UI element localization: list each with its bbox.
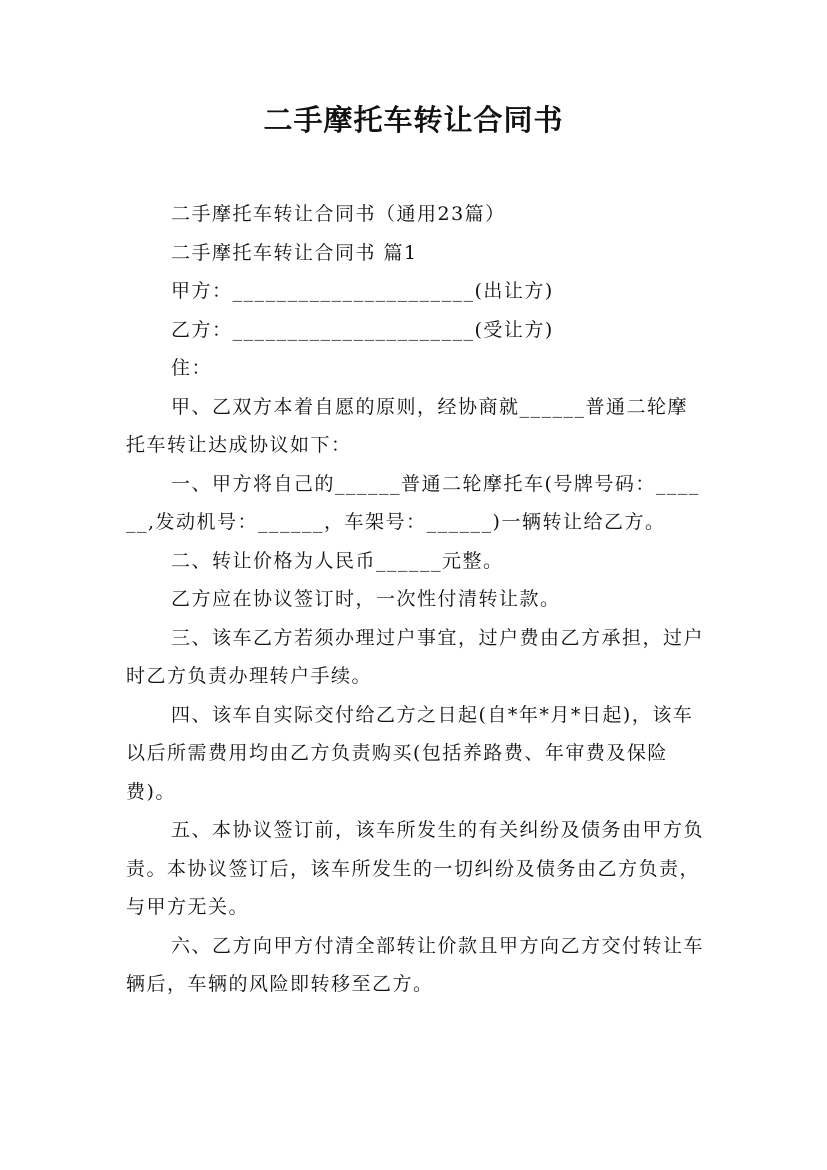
paragraph-party-b: 乙方：______________________(受让方) (171, 318, 554, 341)
document-body (126, 195, 706, 1004)
paragraph-clause-2: 二、转让价格为人民币______元整。 (171, 549, 504, 572)
paragraph-address: 住： (171, 357, 213, 379)
paragraph-clause-4: 四、该车自实际交付给乙方之日起(自*年*月*日起)，该车以后所需费用均由乙方负责购买(包括养路费、年审费及保险费)。 (126, 703, 694, 803)
paragraph-payment-note: 乙方应在协议签订时，一次性付清转让款。 (171, 588, 561, 610)
paragraph-section-heading: 二手摩托车转让合同书 篇1 (171, 241, 418, 264)
paragraph-intro: 甲、乙双方本着自愿的原则，经协商就______普通二轮摩托车转让达成协议如下： (126, 395, 689, 456)
paragraph-subtitle: 二手摩托车转让合同书（通用23篇） (171, 203, 506, 225)
paragraph-clause-6: 六、乙方向甲方付清全部转让价款且甲方向乙方交付转让车辆后，车辆的风险即转移至乙方。 (126, 934, 705, 995)
paragraph-party-a: 甲方：______________________(出让方) (171, 280, 554, 302)
paragraph-clause-1: 一、甲方将自己的______普通二轮摩托车(号牌号码：______,发动机号：______，车架号：______)一辆转让给乙方。 (126, 472, 700, 533)
paragraph-clause-3: 三、该车乙方若须办理过户事宜，过户费由乙方承担，过户时乙方负责办理转户手续。 (126, 626, 705, 687)
document-title: 二手摩托车转让合同书 (263, 103, 564, 137)
paragraph-clause-5: 五、本协议签订前，该车所发生的有关纠纷及债务由甲方负责。本协议签订后，该车所发生的一切纠纷及债务由乙方负责，与甲方无关。 (126, 819, 705, 918)
